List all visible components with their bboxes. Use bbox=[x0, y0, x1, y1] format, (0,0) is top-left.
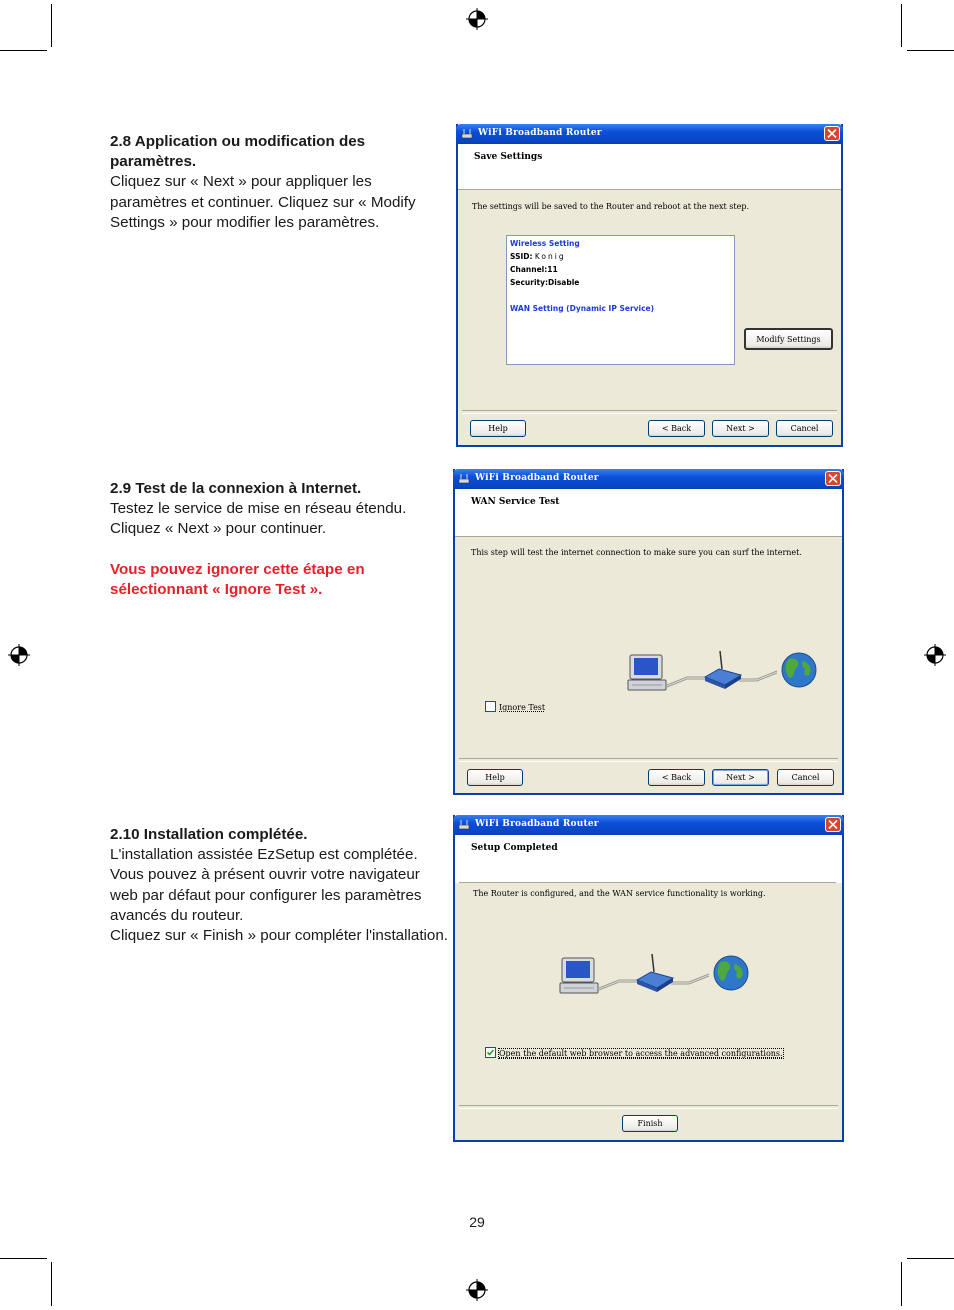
router-app-icon bbox=[458, 819, 470, 831]
router-app-icon bbox=[461, 128, 473, 140]
open-browser-label[interactable]: Open the default web browser to access the advanced configurations. bbox=[499, 1049, 783, 1058]
ignore-test-row bbox=[485, 701, 545, 712]
cancel-button[interactable]: Cancel bbox=[776, 420, 833, 437]
close-icon bbox=[827, 129, 837, 138]
ssid-label: SSID: bbox=[510, 252, 533, 261]
help-button[interactable]: Help bbox=[470, 420, 526, 437]
back-button[interactable]: < Back bbox=[648, 420, 705, 437]
section-2-10-text bbox=[110, 825, 450, 946]
step-message: This step will test the internet connection to make sure you can surf the internet. bbox=[471, 548, 802, 557]
modify-settings-button[interactable]: Modify Settings bbox=[744, 328, 833, 350]
network-diagram-icon bbox=[559, 950, 754, 1000]
ssid-row bbox=[510, 250, 731, 263]
cancel-button[interactable]: Cancel bbox=[777, 769, 834, 786]
ignore-test-note: Vous pouvez ignorer cette étape en sélectionnant « Ignore Test ». bbox=[110, 560, 365, 598]
window-title: WiFi Broadband Router bbox=[475, 473, 599, 483]
help-button[interactable]: Help bbox=[467, 769, 523, 786]
window-title: WiFi Broadband Router bbox=[475, 819, 599, 829]
registration-mark-icon bbox=[466, 8, 488, 30]
button-separator bbox=[459, 1105, 838, 1109]
step-message: The Router is configured, and the WAN service functionality is working. bbox=[473, 889, 766, 898]
button-separator bbox=[462, 410, 837, 414]
dialog-header bbox=[458, 144, 841, 190]
step-message: The settings will be saved to the Router and reboot at the next step. bbox=[472, 202, 750, 211]
section-2-8-text bbox=[110, 132, 450, 233]
ignore-test-checkbox[interactable] bbox=[485, 701, 496, 712]
router-app-icon bbox=[458, 473, 470, 485]
ssid-value: Konig bbox=[534, 252, 566, 261]
page-number: 29 bbox=[469, 1214, 485, 1230]
title-bar[interactable] bbox=[453, 815, 844, 835]
next-button[interactable]: Next > bbox=[712, 769, 769, 786]
crop-mark bbox=[901, 1262, 902, 1306]
title-bar[interactable] bbox=[456, 124, 843, 144]
close-button[interactable] bbox=[824, 126, 840, 141]
section-heading: 2.9 Test de la connexion à Internet. bbox=[110, 480, 362, 497]
wan-service-test-dialog bbox=[453, 469, 844, 795]
channel-row: Channel:11 bbox=[510, 265, 558, 274]
dialog-header bbox=[455, 489, 842, 537]
section-2-9-text bbox=[110, 479, 450, 600]
dialog-body bbox=[458, 190, 841, 410]
dialog-body bbox=[455, 537, 842, 759]
step-title: Setup Completed bbox=[471, 843, 558, 853]
crop-mark bbox=[907, 1258, 954, 1259]
back-button[interactable]: < Back bbox=[648, 769, 705, 786]
security-row: Security:Disable bbox=[510, 278, 580, 287]
section-body-paragraph: L'installation assistée EzSetup est complétée. Vous pouvez à présent ouvrir votre navigateur web par défaut pour configurer les paramètres avancés du routeur. bbox=[110, 846, 422, 924]
network-diagram-icon bbox=[627, 647, 822, 697]
registration-mark-icon bbox=[466, 1279, 488, 1301]
close-icon bbox=[828, 474, 838, 483]
next-button[interactable]: Next > bbox=[712, 420, 769, 437]
step-title: Save Settings bbox=[474, 152, 543, 162]
button-separator bbox=[459, 758, 838, 762]
crop-mark bbox=[0, 50, 47, 51]
registration-mark-icon bbox=[8, 644, 30, 666]
dialog-header bbox=[455, 835, 842, 883]
open-browser-checkbox[interactable] bbox=[485, 1047, 496, 1058]
section-body-paragraph: Cliquez sur « Finish » pour compléter l'installation. bbox=[110, 927, 449, 945]
section-body-line: Cliquez « Next » pour continuer. bbox=[110, 520, 327, 538]
crop-mark bbox=[51, 4, 52, 47]
save-settings-dialog bbox=[456, 124, 843, 447]
window-title: WiFi Broadband Router bbox=[478, 128, 602, 138]
dialog-body bbox=[455, 883, 842, 1105]
step-title: WAN Service Test bbox=[471, 497, 560, 507]
wireless-setting-heading: Wireless Setting bbox=[510, 239, 580, 248]
registration-mark-icon bbox=[924, 644, 946, 666]
close-button[interactable] bbox=[825, 817, 841, 832]
title-bar[interactable] bbox=[453, 469, 844, 489]
section-heading: 2.10 Installation complétée. bbox=[110, 826, 308, 843]
check-icon bbox=[486, 1048, 495, 1057]
finish-button[interactable]: Finish bbox=[622, 1115, 678, 1132]
section-heading: 2.8 Application ou modification des paramètres. bbox=[110, 133, 366, 171]
open-browser-row bbox=[485, 1047, 783, 1058]
close-button[interactable] bbox=[825, 471, 841, 486]
crop-mark bbox=[51, 1262, 52, 1306]
close-icon bbox=[828, 820, 838, 829]
section-body: Cliquez sur « Next » pour appliquer les paramètres et continuer. Cliquez sur « Modify Settings » pour modifier les paramètres. bbox=[110, 173, 416, 231]
section-body-line: Testez le service de mise en réseau étendu. bbox=[110, 500, 407, 518]
setup-completed-dialog bbox=[453, 815, 844, 1142]
crop-mark bbox=[0, 1258, 47, 1259]
crop-mark bbox=[901, 4, 902, 47]
settings-summary-box bbox=[506, 235, 735, 365]
ignore-test-label[interactable]: Ignore Test bbox=[499, 703, 546, 712]
wan-setting-heading: WAN Setting (Dynamic IP Service) bbox=[510, 304, 655, 313]
crop-mark bbox=[907, 50, 954, 51]
